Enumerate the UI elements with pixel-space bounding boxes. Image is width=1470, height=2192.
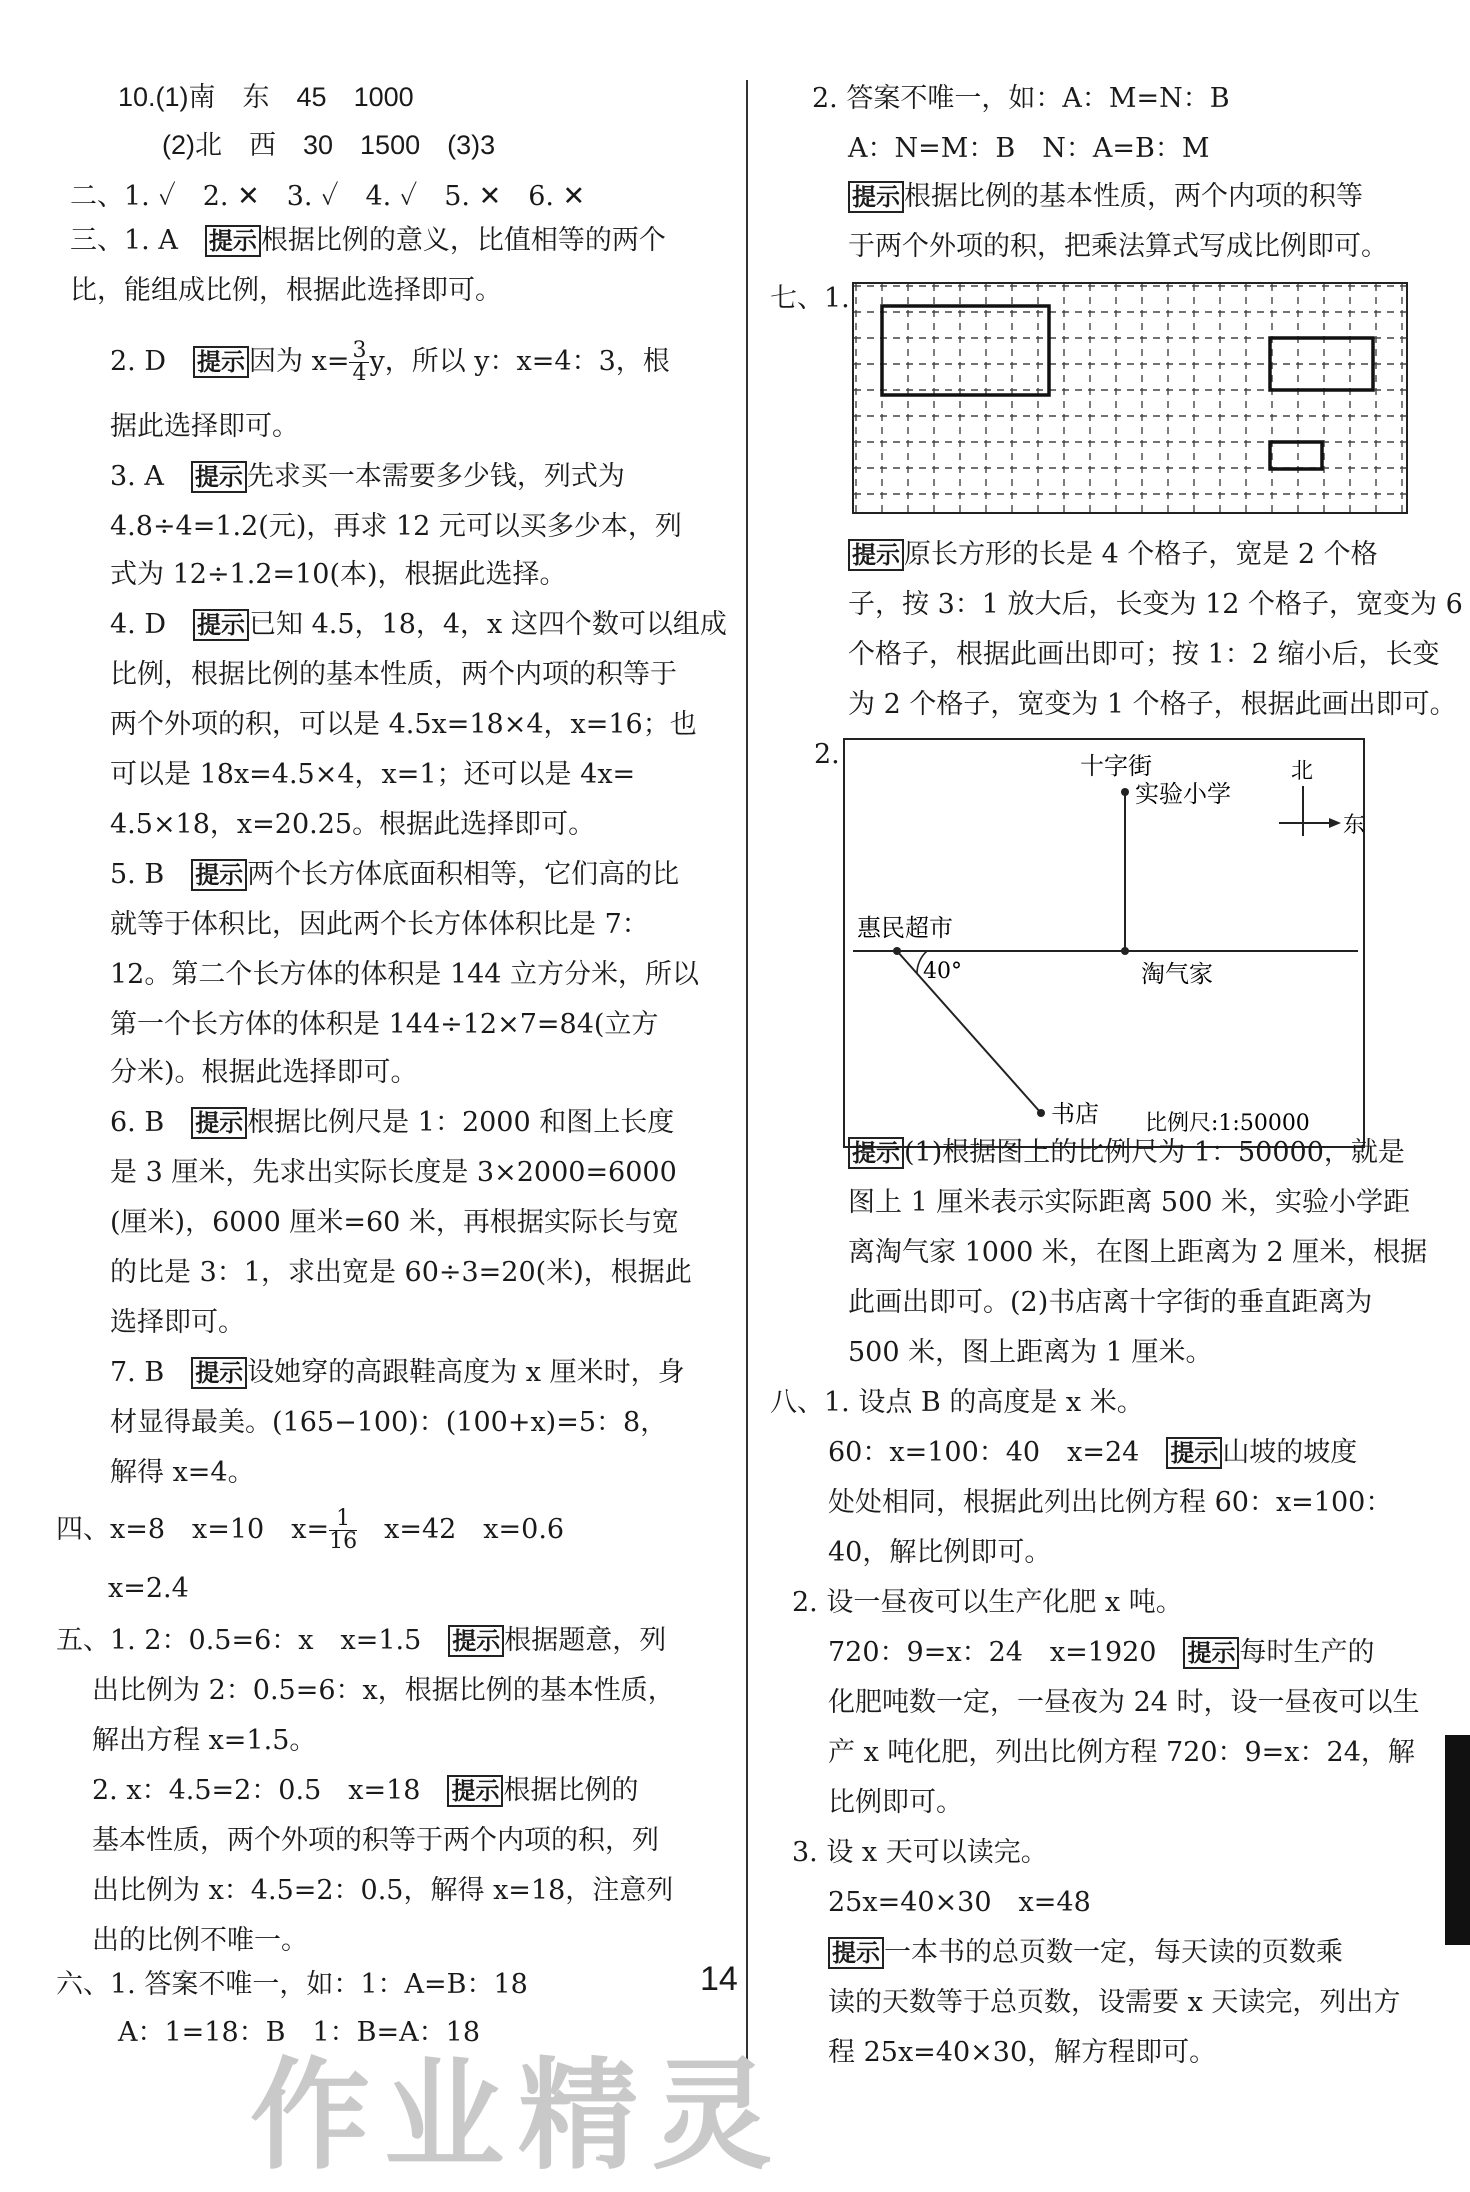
hint-label: 提示: [205, 225, 261, 257]
s6-q2-l4: 于两个外项的积，把乘法算式写成比例即可。: [848, 231, 1388, 262]
s5-q1: 五、1. 2：0.5=6：x x=1.5 提示 根据题意，列: [56, 1625, 667, 1656]
s8-q3-l5: 程 25x=40×30，解方程即可。: [828, 2037, 1217, 2068]
s8-q1-l3: 处处相同，根据此列出比例方程 60：x=100：: [828, 1487, 1393, 1518]
s5-q2-l3: 出比例为 x：4.5=2：0.5，解得 x=18，注意列: [92, 1875, 674, 1906]
s7-q1-hint: 提示 原长方形的长是 4 个格子，宽是 2 个格: [848, 536, 1378, 574]
s6-q1-l2: A：1=18：B 1：B=A：18: [118, 2017, 480, 2048]
north-label: 北: [1291, 759, 1314, 784]
s3-q3-l2: 4.8÷4=1.2(元)，再求 12 元可以买多少本，列: [110, 511, 682, 542]
s7-q1-label: 七、1.: [770, 283, 850, 314]
s3-q5: 5. B 提示 两个长方体底面积相等，它们高的比: [110, 859, 680, 890]
s5-q1-l2: 出比例为 2：0.5=6：x，根据比例的基本性质，: [92, 1675, 675, 1706]
hint-label: 提示: [1166, 1437, 1222, 1469]
map-figure: [843, 738, 1365, 1148]
supermarket-label: 惠民超市: [857, 914, 953, 942]
s7-q1-hint-l3: 个格子，根据此画出即可；按 1：2 缩小后，长变: [848, 639, 1440, 670]
s6-q2: 2. 答案不唯一，如：A：M=N：B: [812, 83, 1230, 114]
hint-label: 提示: [191, 461, 247, 493]
edge-tab: [1445, 1735, 1470, 1945]
s8-q3-l4: 读的天数等于总页数，设需要 x 天读完，列出方: [828, 1987, 1401, 2018]
bookstore-label: 书店: [1051, 1100, 1099, 1128]
hint-label: 提示: [848, 1137, 904, 1169]
section-4-cont: x=2.4: [108, 1573, 189, 1604]
hint-label: 提示: [191, 859, 247, 891]
s8-q2-l4: 产 x 吨化肥，列出比例方程 720：9=x：24，解: [828, 1737, 1415, 1768]
s8-q2-l2: 720：9=x：24 x=1920 提示 每时生产的: [828, 1637, 1375, 1668]
arrow-right-icon: [1329, 818, 1341, 828]
section-2-answers: 二、1. ✓ 2. ✕ 3. ✓ 4. ✓ 5. ✕ 6. ✕: [70, 181, 586, 212]
s3-q6: 6. B 提示 根据比例尺是 1：2000 和图上长度: [110, 1107, 675, 1138]
reduced-rectangle: [1270, 442, 1322, 469]
q10-part1: 10.(1)南 东 45 1000: [118, 82, 414, 112]
s3-q1-cont: 比，能组成比例，根据此选择即可。: [70, 275, 502, 306]
bookstore-path: [897, 951, 1041, 1113]
s3-q3-l3: 式为 12÷1.2=10(本)，根据此选择。: [110, 559, 567, 590]
scale-label: 比例尺:1:50000: [1145, 1111, 1310, 1136]
hint-label: 提示: [1183, 1637, 1239, 1669]
s3-q1: 三、1. A 提示 根据比例的意义，比值相等的两个: [70, 225, 666, 256]
q10-part2: (2)北 西 30 1500 (3)3: [162, 130, 496, 160]
s3-q6-l3: (厘米)，6000 厘米=60 米，再根据实际长与宽: [110, 1207, 679, 1238]
fraction-three-quarters: $\frac{3}{4}$: [349, 340, 369, 385]
s3-q5-l3: 12。第二个长方体的体积是 144 立方分米，所以: [110, 959, 700, 990]
section-4: 四、x=8 x=10 x= $\frac{1}{16}$ x=42 x=0.6: [56, 1506, 565, 1554]
s3-q7-l3: 解得 x=4。: [110, 1457, 255, 1488]
s6-q2-l3: 提示 根据比例的基本性质，两个内项的积等: [848, 178, 1363, 216]
s7-q2-hint-l2: 图上 1 厘米表示实际距离 500 米，实验小学距: [848, 1187, 1411, 1218]
s6-q1: 六、1. 答案不唯一，如：1：A=B：18: [56, 1969, 528, 2000]
s3-q2-cont: 据此选择即可。: [110, 411, 299, 442]
s5-q1-l3: 解出方程 x=1.5。: [92, 1725, 317, 1756]
s3-q7: 7. B 提示 设她穿的高跟鞋高度为 x 厘米时，身: [110, 1357, 685, 1388]
s3-q4-l5: 4.5×18，x=20.25。根据此选择即可。: [110, 809, 596, 840]
s3-q4-l2: 比例，根据比例的基本性质，两个内项的积等于: [110, 659, 677, 690]
s3-q2: 2. D 提示 因为 x= $\frac{3}{4}$ y，所以 y：x=4：3，根: [110, 338, 670, 386]
s8-q2: 2. 设一昼夜可以生产化肥 x 吨。: [792, 1587, 1183, 1618]
s8-q3: 3. 设 x 天可以读完。: [792, 1837, 1048, 1868]
hint-label: 提示: [848, 539, 904, 571]
s7-q2-hint-l5: 500 米，图上距离为 1 厘米。: [848, 1337, 1213, 1368]
s3-q7-l2: 材显得最美。(165−100)：(100+x)=5：8，: [110, 1407, 668, 1438]
hint-label: 提示: [193, 346, 249, 378]
s3-q4-l4: 可以是 18x=4.5×4，x=1；还可以是 4x=: [110, 759, 636, 790]
hint-label: 提示: [828, 1937, 884, 1969]
grid-figure: [852, 282, 1408, 514]
s8-q1: 八、1. 设点 B 的高度是 x 米。: [770, 1387, 1144, 1418]
s7-q2-hint-l3: 离淘气家 1000 米，在图上距离为 2 厘米，根据: [848, 1237, 1428, 1268]
column-divider: [746, 80, 748, 2065]
s3-q6-l4: 的比是 3：1，求出宽是 60÷3=20(米)，根据此: [110, 1257, 692, 1288]
home-label: 淘气家: [1141, 960, 1213, 988]
s8-q3-l3: 提示 一本书的总页数一定，每天读的页数乘: [828, 1934, 1343, 1972]
school-label: 实验小学: [1135, 780, 1231, 808]
school-point: [1121, 788, 1129, 796]
s3-q5-l4: 第一个长方体的体积是 144÷12×7=84(立方: [110, 1009, 659, 1040]
s7-q1-hint-l2: 子，按 3：1 放大后，长变为 12 个格子，宽变为 6: [848, 589, 1463, 620]
hint-label: 提示: [848, 181, 904, 213]
angle-label: 40°: [923, 959, 962, 984]
s8-q3-l2: 25x=40×30 x=48: [828, 1887, 1091, 1918]
s3-q4-l3: 两个外项的积，可以是 4.5x=18×4，x=16；也: [110, 709, 697, 740]
s3-q6-l5: 选择即可。: [110, 1307, 245, 1338]
enlarged-rectangle: [882, 306, 1049, 395]
s7-q2-hint-l4: 此画出即可。(2)书店离十字街的垂直距离为: [848, 1287, 1373, 1318]
east-label: 东: [1343, 813, 1365, 838]
s3-q4: 4. D 提示 已知 4.5，18，4，x 这四个数可以组成: [110, 609, 727, 640]
bookstore-point: [1037, 1109, 1045, 1117]
fraction-one-sixteenth: $\frac{1}{16}$: [329, 1506, 358, 1554]
s5-q2: 2. x：4.5=2：0.5 x=18 提示 根据比例的: [92, 1775, 639, 1806]
s3-q6-l2: 是 3 厘米，先求出实际长度是 3×2000=6000: [110, 1157, 677, 1188]
hint-label: 提示: [193, 609, 249, 641]
s5-q2-l4: 出的比例不唯一。: [92, 1925, 308, 1956]
crossroad-label: 十字街: [1080, 752, 1152, 780]
s7-q1-hint-l4: 为 2 个格子，宽变为 1 个格子，根据此画出即可。: [848, 689, 1457, 720]
hint-label: 提示: [448, 1625, 504, 1657]
hint-label: 提示: [191, 1357, 247, 1389]
s5-q2-l2: 基本性质，两个外项的积等于两个内项的积，列: [92, 1825, 659, 1856]
s8-q2-l3: 化肥吨数一定，一昼夜为 24 时，设一昼夜可以生: [828, 1687, 1420, 1718]
s6-q2-l2: A：N=M：B N：A=B：M: [848, 133, 1210, 164]
s8-q1-l2: 60：x=100：40 x=24 提示 山坡的坡度: [828, 1437, 1358, 1468]
watermark: 作业精灵: [250, 2047, 786, 2186]
home-point: [1121, 947, 1129, 955]
s3-q5-l5: 分米)。根据此选择即可。: [110, 1057, 418, 1088]
hint-label: 提示: [191, 1107, 247, 1139]
page-number: 14: [700, 1960, 738, 1998]
s3-q3: 3. A 提示 先求买一本需要多少钱，列式为: [110, 461, 625, 492]
supermarket-point: [893, 947, 901, 955]
s7-q2-hint: 提示 (1)根据图上的比例尺为 1：50000，就是: [848, 1134, 1405, 1172]
s8-q2-l5: 比例即可。: [828, 1787, 963, 1818]
s8-q1-l4: 40，解比例即可。: [828, 1537, 1052, 1568]
s3-q5-l2: 就等于体积比，因此两个长方体体积比是 7：: [110, 909, 649, 940]
hint-label: 提示: [447, 1775, 503, 1807]
s7-q2-label: 2.: [814, 739, 840, 770]
